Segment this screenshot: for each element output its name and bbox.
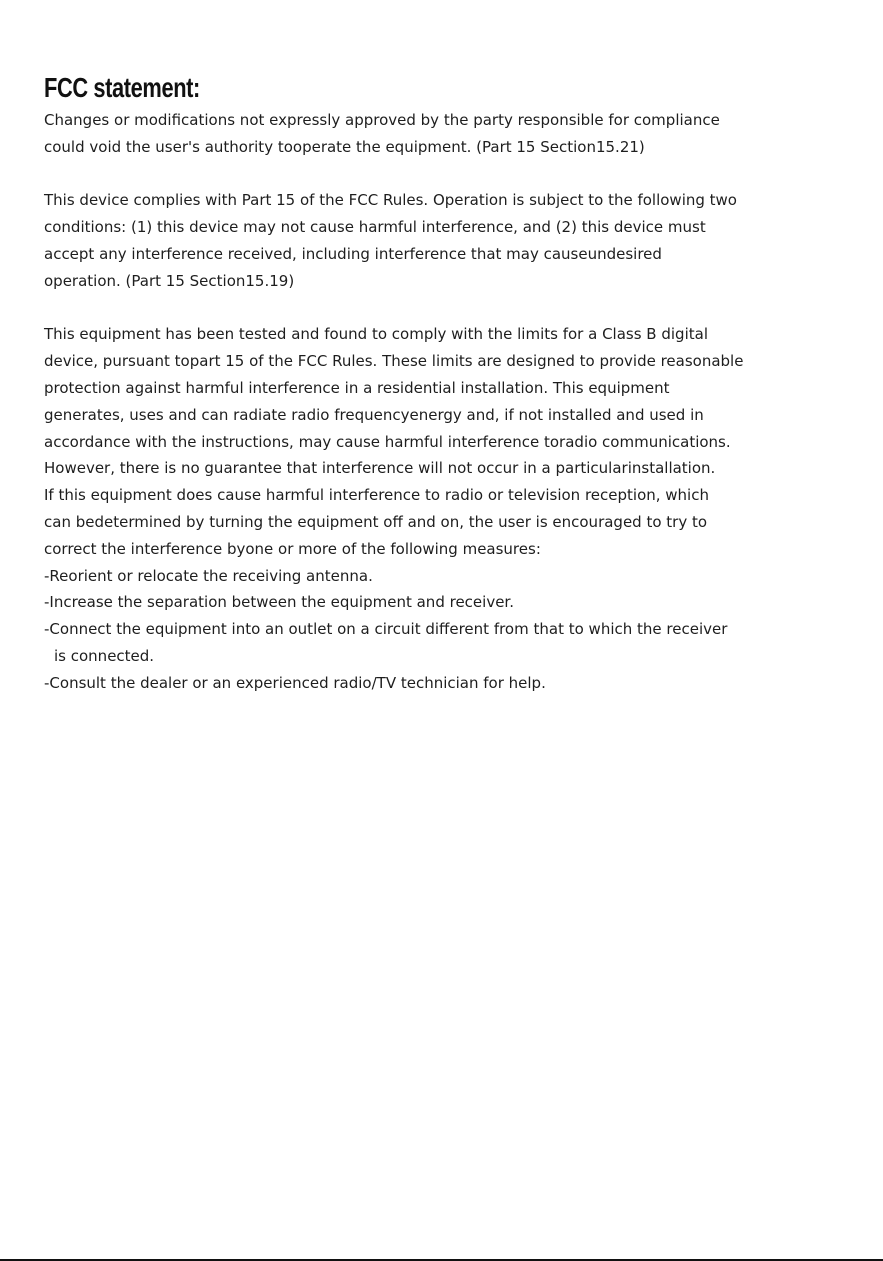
measure-item: -Connect the equipment into an outlet on a circuit different from that to which the receiver [44,620,728,639]
measure-item-continuation: is connected. [54,646,155,665]
paragraph3-line: However, there is no guarantee that interference will not occur in a particularinstallation. [44,459,716,478]
paragraph3-line: protection against harmful interference in a residential installation. This equipment [44,378,670,397]
paragraph3-line: correct the interference byone or more of the following measures: [44,539,541,558]
measure-item: -Reorient or relocate the receiving antenna. [44,566,373,585]
paragraph3-line: If this equipment does cause harmful interference to radio or television reception, which [44,486,709,505]
paragraph-gap [44,295,864,322]
paragraph1-line: Changes or modifications not expressly approved by the party responsible for compliance [44,111,720,129]
paragraph3-line: This equipment has been tested and found to comply with the limits for a Class B digital [44,325,708,344]
document-body [44,107,864,697]
paragraph1-line: could void the user's authority tooperate the equipment. (Part 15 Section15.21) [44,137,645,156]
paragraph-gap [44,161,864,188]
page-title: FCC statement: [44,72,200,103]
paragraph3-line: can bedetermined by turning the equipment off and on, the user is encouraged to try to [44,512,708,531]
paragraph3-line: accordance with the instructions, may cause harmful interference toradio communications. [44,432,731,451]
paragraph2-line: operation. (Part 15 Section15.19) [44,271,295,290]
paragraph2-line: This device complies with Part 15 of the FCC Rules. Operation is subject to the following two [44,191,737,210]
measure-item: -Consult the dealer or an experienced radio/TV technician for help. [44,673,546,692]
paragraph3-line: generates, uses and can radiate radio frequencyenergy and, if not installed and used in [44,405,704,424]
paragraph2-line: accept any interference received, including interference that may causeundesired [44,244,662,263]
paragraph2-line: conditions: (1) this device may not cause harmful interference, and (2) this device must [44,218,706,237]
measure-item: -Increase the separation between the equipment and receiver. [44,593,514,612]
paragraph3-line: device, pursuant topart 15 of the FCC Rules. These limits are designed to provide reasonable [44,352,744,371]
